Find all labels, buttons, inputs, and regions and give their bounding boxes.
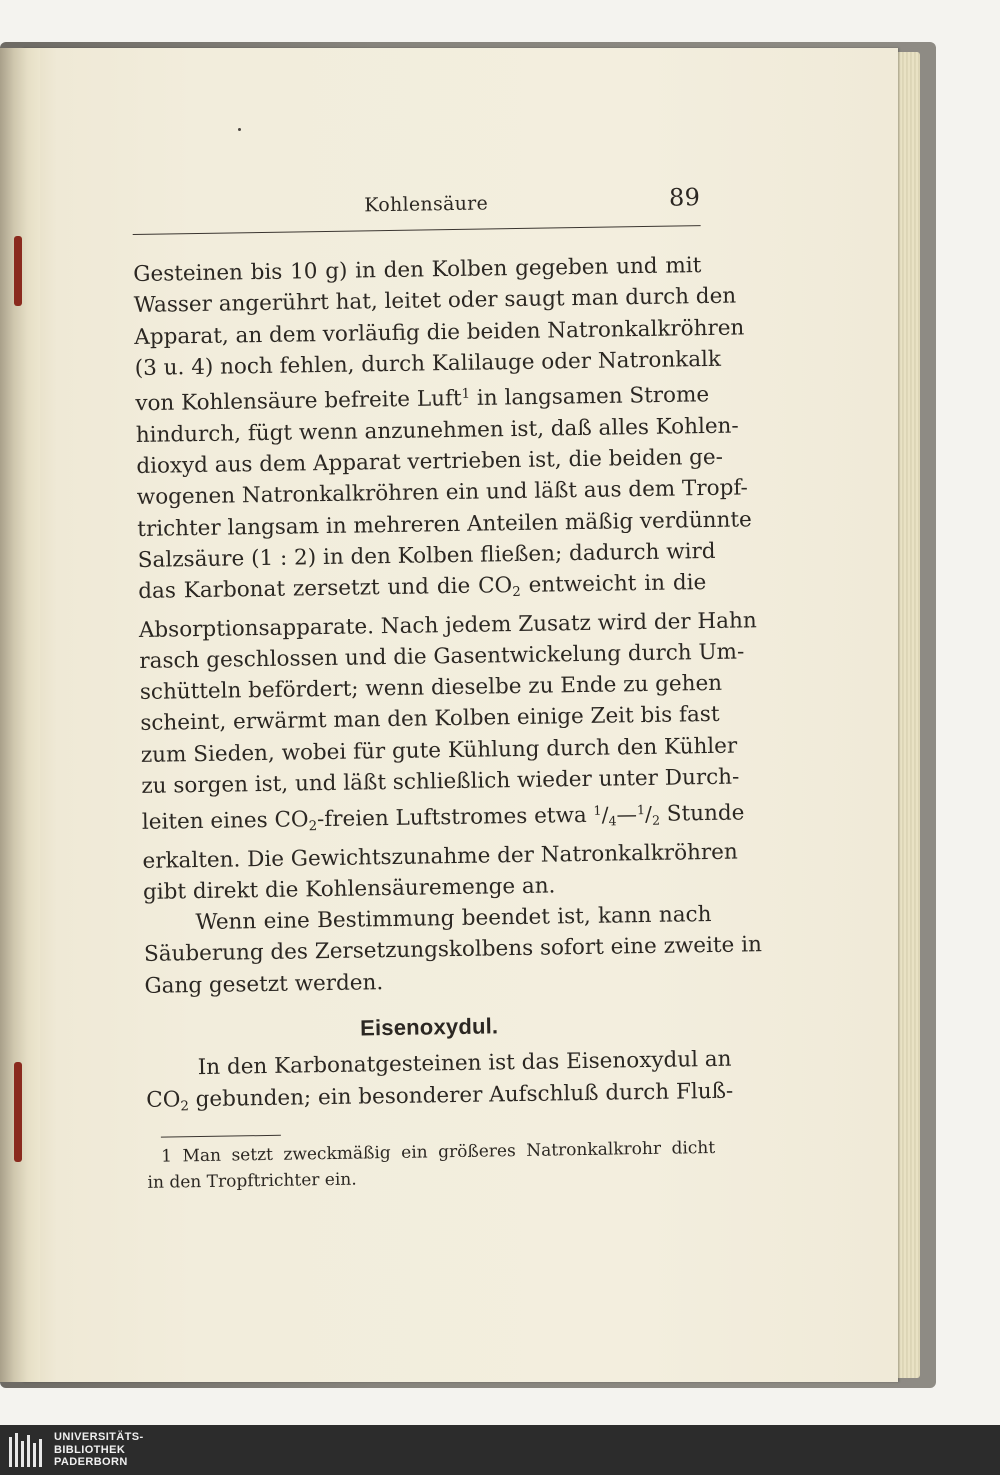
library-name-line: UNIVERSITÄTS-: [54, 1431, 144, 1443]
library-name-line: BIBLIOTHEK: [54, 1443, 126, 1456]
running-head-title: Kohlensäure: [364, 192, 489, 217]
footnote: [147, 1135, 716, 1196]
text-segment: in langsamen Strome: [469, 382, 710, 412]
text-line: scheint, erwärmt man den Kolben einige Zeit bis fast: [140, 702, 720, 737]
footnote-rule: [161, 1135, 281, 1138]
text-line: Salzsäure (1 : 2) in den Kolben fließen; dadurch wird: [137, 538, 716, 573]
text-segment: Stunde: [659, 800, 745, 828]
text-segment: leiten eines CO: [141, 807, 309, 836]
text-line: In den Karbonatgesteinen ist das Eisenoxydul an: [197, 1047, 732, 1081]
library-banner: [0, 1425, 1000, 1475]
text-segment: von Kohlensäure befreite Luft: [135, 386, 462, 417]
subscript: 2: [308, 819, 318, 835]
section-heading: Eisenoxydul.: [359, 1013, 499, 1041]
fraction-dash: —: [616, 802, 638, 827]
fraction-numerator: 1: [593, 803, 602, 819]
page-number: 89: [668, 183, 701, 212]
binding-thread: [14, 1062, 22, 1162]
footnote-line: in den Tropftrichter ein.: [147, 1169, 357, 1193]
text-segment: CO: [146, 1087, 181, 1113]
text-line: dioxyd aus dem Apparat vertrieben ist, die beiden ge-: [136, 444, 724, 480]
text-line: Apparat, an dem vorläufig die beiden Natronkalkröhren: [134, 314, 745, 350]
text-segment: entweicht in die: [520, 570, 707, 599]
subscript: 2: [180, 1098, 190, 1115]
text-line: Wasser angerührt hat, leitet oder saugt man durch den: [133, 283, 737, 319]
footnote-ref: 1: [461, 386, 471, 403]
text-line: [146, 1076, 734, 1123]
fraction-denominator: 4: [608, 813, 617, 829]
text-segment: -freien Luftstromes etwa: [316, 803, 594, 833]
text-line: hindurch, fügt wenn anzunehmen ist, daß alles Kohlen-: [135, 413, 739, 448]
text-block: [132, 181, 763, 1196]
text-segment: gebunden; ein besonderer Aufschluß durch Fluß-: [188, 1078, 734, 1112]
text-line: schütteln befördert; wenn dieselbe zu Ende zu gehen: [139, 670, 723, 706]
fraction: $^1/_4—^1/_2$: [593, 802, 661, 829]
library-name: [54, 1431, 144, 1469]
running-head: [132, 181, 700, 226]
text-segment: das Karbonat zersetzt und die CO: [138, 573, 513, 605]
footnote-marker: 1: [161, 1146, 173, 1167]
text-line: Wenn eine Bestimmung beendet ist, kann nach: [195, 902, 712, 936]
subscript: 2: [512, 585, 521, 601]
text-line: rasch geschlossen und die Gasentwickelung durch Um-: [139, 639, 745, 674]
text-line: zum Sieden, wobei für gute Kühlung durch den Kühler: [140, 733, 738, 768]
library-logo-icon: [7, 1431, 47, 1471]
text-line: Gesteinen bis 10 g) in den Kolben gegeben und mit: [133, 253, 702, 287]
fraction-numerator: 1: [636, 802, 646, 818]
fraction-denominator: 2: [651, 812, 661, 829]
header-rule: [133, 225, 701, 235]
text-segment: Man setzt zweckmäßig ein größeres Natronkalkrohr dicht: [171, 1137, 716, 1167]
text-line: erkalten. Die Gewichtszunahme der Natronkalkröhren: [142, 839, 738, 874]
binding-thread: [14, 236, 22, 306]
text-line: (3 u. 4) noch fehlen, durch Kalilauge oder Natronkalk: [134, 346, 722, 381]
text-line: wogenen Natronkalkröhren ein und läßt aus dem Tropf-: [136, 475, 749, 511]
text-line: zu sorgen ist, und läßt schließlich wieder unter Durch-: [141, 764, 740, 799]
library-name-line: PADERBORN: [54, 1456, 128, 1468]
text-line: Säuberung des Zersetzungskolbens sofort eine zweite in: [143, 932, 763, 968]
text-line: gibt direkt die Kohlensäuremenge an.: [142, 873, 556, 905]
text-line: Gang gesetzt werden.: [144, 969, 384, 999]
paper-speck: [238, 128, 241, 131]
text-line: Absorptionsapparate. Nach jedem Zusatz wird der Hahn: [138, 607, 757, 643]
text-line: trichter langsam in mehreren Anteilen mäßig verdünnte: [137, 507, 752, 542]
body-paragraph: [133, 250, 763, 1123]
